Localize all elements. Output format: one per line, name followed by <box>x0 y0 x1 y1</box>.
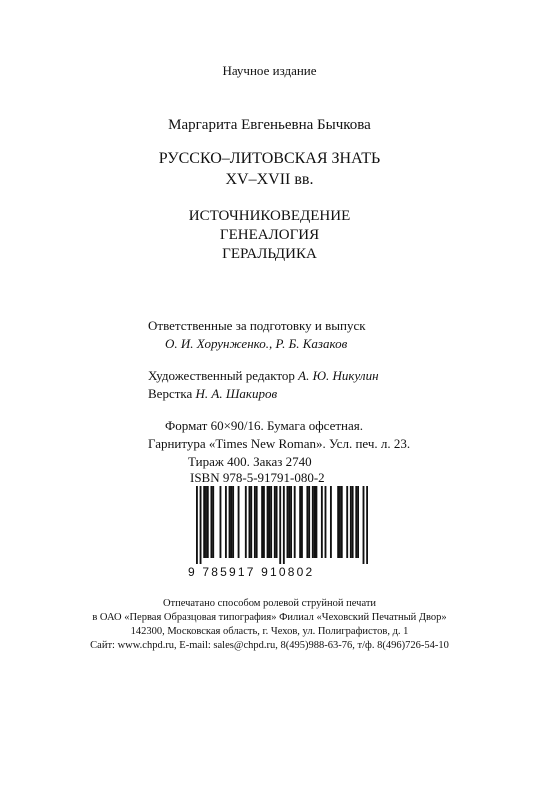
printer-line-4: Сайт: www.chpd.ru, E-mail: sales@chpd.ru, 8(495)988-63-76, т/ф. 8(496)726-54-10 <box>90 640 449 651</box>
barcode-bar-38 <box>321 486 323 558</box>
art-editor-line <box>148 368 379 384</box>
barcode-bar-5 <box>210 486 212 558</box>
layout-label: Верстка <box>148 386 193 401</box>
barcode-bar-43 <box>341 486 343 558</box>
barcode-bar-0 <box>196 486 198 564</box>
barcode-bar-50 <box>366 486 368 564</box>
printer-line-2: в ОАО «Первая Образцовая типография» Филиал «Чеховский Печатный Двор» <box>92 612 447 623</box>
barcode-bar-20 <box>267 486 269 558</box>
barcode-bar-25 <box>279 486 281 564</box>
barcode-bar-24 <box>276 486 278 558</box>
barcode-bar-39 <box>325 486 327 558</box>
barcode-bar-10 <box>230 486 232 558</box>
barcode-bar-28 <box>288 486 290 558</box>
barcode-bar-2 <box>203 486 205 558</box>
format-line: Формат 60×90/16. Бумага офсетная. <box>165 418 364 433</box>
barcode-bar-23 <box>274 486 276 558</box>
edition-type: Научное издание <box>222 63 317 78</box>
barcode-bar-27 <box>287 486 289 558</box>
barcode-bar-4 <box>207 486 209 558</box>
barcode-bar-19 <box>263 486 265 558</box>
barcode-bar-36 <box>314 486 316 558</box>
responsible-label: Ответственные за подготовку и выпуск <box>148 318 366 333</box>
typeface-line: Гарнитура «Times New Roman». Усл. печ. л. 23. <box>148 436 411 451</box>
art-editor-name: А. Ю. Никулин <box>298 368 379 383</box>
barcode-bar-15 <box>250 486 252 558</box>
subtitle-heraldry: ГЕРАЛЬДИКА <box>222 246 317 262</box>
barcode-bar-11 <box>232 486 234 558</box>
barcode-bar-34 <box>308 486 310 558</box>
barcode-bar-30 <box>294 486 296 558</box>
barcode-bar-18 <box>261 486 263 558</box>
barcode-bars <box>196 486 368 564</box>
isbn-text: ISBN 978-5-91791-080-2 <box>190 470 325 485</box>
barcode-bar-48 <box>357 486 359 558</box>
barcode-bar-35 <box>312 486 314 558</box>
barcode-bar-7 <box>220 486 222 558</box>
barcode-bar-17 <box>256 486 258 558</box>
barcode-bar-9 <box>229 486 231 558</box>
barcode-bar-16 <box>254 486 256 558</box>
barcode-bar-12 <box>238 486 240 558</box>
barcode-bar-41 <box>337 486 339 558</box>
barcode-bar-22 <box>270 486 272 558</box>
barcode-bar-33 <box>306 486 308 558</box>
barcode-bar-8 <box>225 486 227 558</box>
barcode-bar-45 <box>350 486 352 558</box>
responsible-names: О. И. Хорунженко., Р. Б. Казаков <box>165 336 348 351</box>
barcode-bar-49 <box>363 486 365 564</box>
printer-line-3: 142300, Московская область, г. Чехов, ул. Полиграфистов, д. 1 <box>130 626 409 637</box>
barcode-bar-42 <box>339 486 341 558</box>
barcode-digits: 9 785917 910802 <box>188 565 315 579</box>
layout-line <box>148 386 277 402</box>
barcode-bar-44 <box>346 486 348 558</box>
barcode-bar-21 <box>268 486 270 558</box>
barcode-bar-32 <box>301 486 303 558</box>
barcode <box>188 486 373 577</box>
barcode-bar-31 <box>299 486 301 558</box>
art-editor-label: Художественный редактор <box>148 368 295 383</box>
barcode-bar-29 <box>290 486 292 558</box>
book-title-line-2: XV–XVII вв. <box>225 171 314 188</box>
barcode-bar-6 <box>212 486 214 558</box>
subtitle-source-studies: ИСТОЧНИКОВЕДЕНИЕ <box>188 208 351 224</box>
run-line: Тираж 400. Заказ 2740 <box>188 454 312 469</box>
barcode-bar-40 <box>330 486 332 558</box>
author-name: Маргарита Евгеньевна Бычкова <box>168 117 371 133</box>
barcode-bar-1 <box>200 486 202 564</box>
barcode-bar-13 <box>245 486 247 558</box>
subtitle-genealogy: ГЕНЕАЛОГИЯ <box>219 227 320 243</box>
barcode-bar-14 <box>249 486 251 558</box>
layout-name: Н. А. Шакиров <box>195 386 278 401</box>
barcode-bar-46 <box>352 486 354 558</box>
barcode-bar-3 <box>205 486 207 558</box>
printer-line-1: Отпечатано способом ролевой струйной печати <box>162 598 377 609</box>
barcode-bar-47 <box>355 486 357 558</box>
barcode-bar-26 <box>283 486 285 564</box>
book-title-line-1: РУССКО–ЛИТОВСКАЯ ЗНАТЬ <box>158 150 381 167</box>
barcode-bar-37 <box>315 486 317 558</box>
